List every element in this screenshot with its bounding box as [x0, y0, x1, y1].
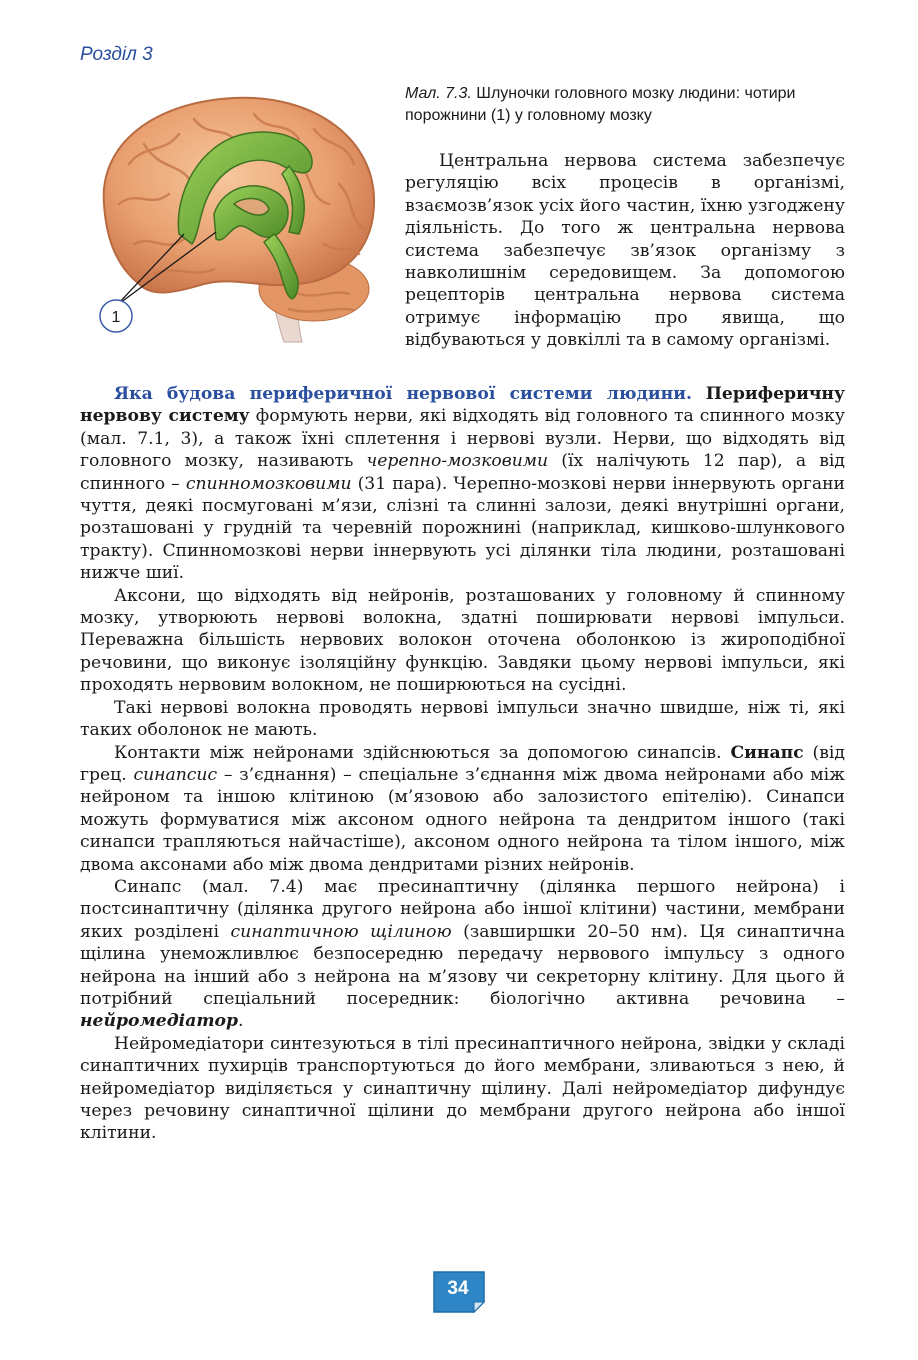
page-number-badge: [432, 1270, 486, 1314]
term-synapse: Синапс: [730, 742, 804, 763]
section-label: Розділ 3: [80, 44, 153, 65]
caption-text: Шлуночки головного мозку людини: чотири порожнини (1) у головному мозку: [405, 85, 796, 124]
paragraph-fibers: Такі нервові волокна проводять нервові імпульси значно швидше, ніж ті, які таких оболонок не мають.: [80, 697, 845, 741]
callout-number: 1: [111, 309, 121, 326]
page-number: 34: [447, 1278, 469, 1299]
intro-column: [405, 150, 845, 352]
text-run: формують нерви, які відходять від головного та спинного мозку (мал. 7.1, 3), а також їхні сплетення і нервові вузли. Нерви, що відходять від головного мозку, називають: [80, 406, 845, 472]
text-run: .: [238, 1011, 244, 1032]
text-run: (31 пара). Черепно-мозкові нерви іннервують органи чуття, деякі посмуговані м’язи, слізні та слинні залози, деякі внутрішні органи, розташовані у грудній та черевній порожнині (наприклад, кишково-шлункового тракту). Спинномозкові нерви іннервують усі ділянки тіла людини, розташовані нижче шиї.: [80, 473, 845, 584]
paragraph-synapse-definition: [80, 742, 845, 876]
text-run: – з’єднання) – спеціальне з’єднання між двома нейронами або між нейроном та іншою клітиною (м’язовою або залозистого епітелію). Синапси можуть формуватися між аксоном одного нейрона та дендритом іншого (такі синапси трапляються найчастіше), аксоном одного нейрона та тілом іншого, між двома аксонами або між двома дендритами різних нейронів.: [80, 764, 845, 875]
paragraph-peripheral-system: [80, 383, 845, 585]
brain-ventricles-figure: [84, 84, 384, 344]
term-neurotransmitter: нейромедіатор: [80, 1011, 239, 1032]
caption-number: Мал. 7.3.: [405, 85, 472, 102]
section-question: Яка будова периферичної нервової системи людини.: [114, 384, 692, 404]
paragraph-neurotransmitters: Нейромедіатори синтезуються в тілі пресинаптичного нейрона, звідки у складі синаптичних пухирців транспортуються до його мембрани, зливаються з нею, й нейромедіатор виділяється у синаптичну щілину. Далі нейромедіатор дифундує через речовину синаптичної щілини до мембрани другого нейрона або іншої клітини.: [80, 1033, 845, 1144]
paragraph-axons: Аксони, що відходять від нейронів, розташованих у головному й спинному мозку, утворюють нервові волокна, здатні поширювати нервові імпульси. Переважна більшість нервових волокон оточена оболонкою із жироподібної речовини, що виконує ізоляційну функцію. Завдяки цьому нервові імпульси, які проходять нервовим волокном, не поширюються на сусідні.: [80, 585, 845, 696]
term-peripheral: Периферичну нервову систему: [80, 384, 845, 427]
term-spinal: спинномозковими: [185, 473, 352, 494]
text-run: (їх налічують 12 пар), а від спинного –: [80, 451, 845, 494]
paragraph-synapse-structure: [80, 876, 845, 1033]
text-run: Синапс (мал. 7.4) має пресинаптичну (ділянка першого нейрона) і постсинаптичну (ділянка другого нейрона або іншої клітини) частини, мембрани яких розділені: [80, 876, 845, 942]
text-run: (завширшки 20–50 нм). Ця синаптична щілина унеможливлює безпосередню передачу нервового імпульсу з одного нейрона на інший або з нейрона на м’язову чи секреторну клітину. Для цього й потрібний спеціальний посередник: біологічно активна речовина –: [80, 921, 845, 1009]
text-run: Контакти між нейронами здійснюються за допомогою синапсів.: [114, 742, 731, 763]
text-run: (від грец.: [80, 742, 845, 785]
main-text: [80, 383, 845, 1145]
figure-caption: [405, 83, 845, 127]
term-synapsis: синапсис: [133, 764, 218, 785]
brain-illustration: [84, 84, 384, 344]
intro-paragraph: Центральна нервова система забезпечує регуляцію всіх процесів в організмі, взаємозв’язок усіх його частин, їхню узгоджену діяльність. До того ж центральна нервова система забезпечує зв’язок організму з навколишнім середовищем. За допомогою рецепторів центральна нервова система отримує інформацію про явища, що відбуваються у довкіллі та в самому організмі.: [405, 151, 845, 351]
term-cranial: черепно-мозковими: [366, 451, 549, 472]
term-synaptic-cleft: синаптичною щілиною: [230, 921, 452, 942]
